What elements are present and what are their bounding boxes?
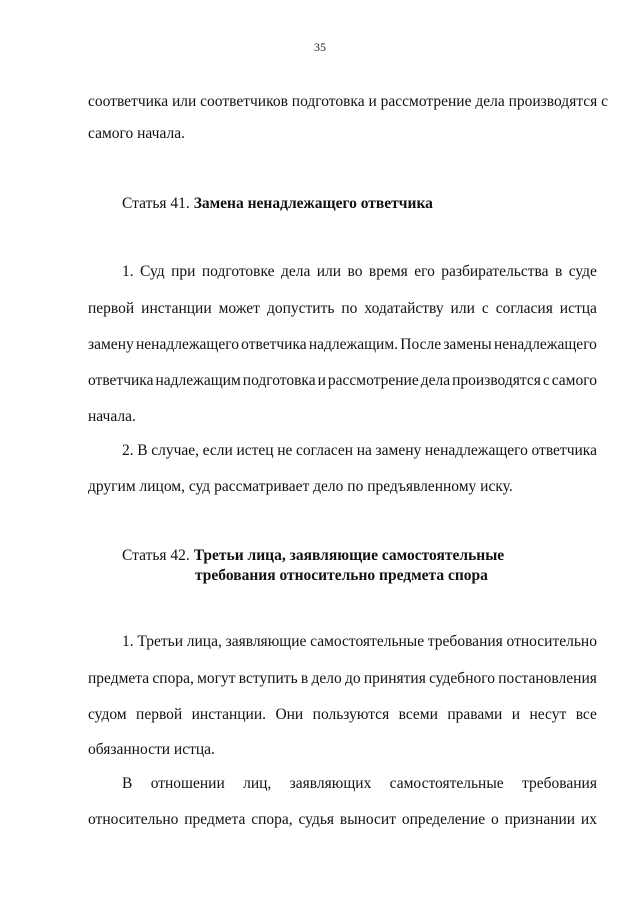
- article-42-heading: [122, 546, 597, 566]
- word: разбирательства: [441, 263, 549, 280]
- justified-line: [88, 705, 597, 725]
- word: в: [554, 263, 563, 280]
- word: требования: [427, 633, 503, 650]
- word: судом: [88, 706, 127, 723]
- word: ненадлежащего: [424, 442, 528, 459]
- word: лиц,: [243, 775, 272, 792]
- word: предмета: [184, 811, 246, 828]
- article-42-title-continuation: требования относительно предмета спора: [195, 567, 488, 584]
- word: по: [341, 300, 358, 317]
- word: отношении: [150, 775, 225, 792]
- justified-line: [88, 335, 597, 355]
- word: определение: [401, 811, 486, 828]
- justified-line: [122, 774, 597, 794]
- word: В: [122, 775, 133, 792]
- word: ненадлежащего: [493, 336, 597, 353]
- text-line: соответчика или соответчиков подготовка и рассмотрение дела производятся с: [88, 93, 609, 110]
- justified-line: [88, 669, 597, 689]
- word: предмета: [88, 670, 150, 687]
- word: замену: [88, 336, 134, 353]
- word: дела: [420, 372, 451, 389]
- word: ходатайству: [364, 300, 444, 317]
- word: вступить: [238, 670, 298, 687]
- text-line: другим лицом, суд рассматривает дело по предъявленному иску.: [88, 478, 513, 495]
- word: дела: [280, 263, 311, 280]
- word: принятия: [363, 670, 426, 687]
- justified-line: [122, 262, 597, 282]
- word: дело: [311, 670, 342, 687]
- text-line: самого начала.: [88, 125, 185, 142]
- word: В: [137, 442, 148, 459]
- justified-line: [88, 371, 597, 391]
- word: относительно: [506, 633, 597, 650]
- word: относительно: [88, 811, 179, 828]
- word: ответчика: [241, 336, 307, 353]
- word: надлежащим.: [308, 336, 399, 353]
- word: признании: [504, 811, 576, 828]
- word: заявляющих: [289, 775, 372, 792]
- text-line: начала.: [88, 408, 136, 425]
- article-41-title: Замена ненадлежащего ответчика: [193, 195, 433, 212]
- word: согласия: [495, 300, 553, 317]
- word: при: [171, 263, 196, 280]
- word: не: [277, 442, 293, 459]
- word: пользуются: [312, 706, 390, 723]
- word: может: [218, 300, 260, 317]
- word: судебного: [429, 670, 495, 687]
- word: Третьи: [137, 633, 184, 650]
- word: инстанции.: [191, 706, 267, 723]
- justified-line: [88, 299, 597, 319]
- word: После: [400, 336, 442, 353]
- word: 1.: [122, 263, 134, 280]
- word: его: [414, 263, 435, 280]
- page-number: 35: [314, 40, 326, 54]
- article-41-heading: [122, 194, 597, 214]
- word: случае,: [151, 442, 200, 459]
- word: их: [580, 811, 597, 828]
- word: замены: [443, 336, 492, 353]
- word: и: [511, 706, 521, 723]
- word: если: [202, 442, 233, 459]
- word: рассмотрение: [327, 372, 419, 389]
- justified-line: [88, 810, 597, 830]
- word: правами: [447, 706, 503, 723]
- word: ненадлежащего: [135, 336, 239, 353]
- word: до: [344, 670, 361, 687]
- word: и: [317, 372, 326, 389]
- word: 2.: [122, 442, 134, 459]
- word: спора,: [251, 811, 293, 828]
- word: 1.: [122, 633, 134, 650]
- word: Суд: [140, 263, 165, 280]
- word: истец: [236, 442, 274, 459]
- word: замену: [375, 442, 422, 459]
- article-42-number: Статья 42.: [122, 547, 194, 564]
- word: с: [481, 300, 489, 317]
- article-41-number: Статья 41.: [122, 195, 194, 212]
- word: несут: [529, 706, 567, 723]
- word: постановления: [498, 670, 597, 687]
- word: Они: [275, 706, 304, 723]
- word: ответчика: [88, 372, 154, 389]
- word: первой: [88, 300, 135, 317]
- word: первой: [136, 706, 183, 723]
- word: время: [368, 263, 408, 280]
- word: требования: [522, 775, 597, 792]
- word: спора,: [152, 670, 194, 687]
- word: в: [300, 670, 309, 687]
- word: или: [316, 263, 342, 280]
- text-line: обязанности истца.: [88, 741, 215, 758]
- word: самостоятельные: [310, 633, 425, 650]
- word: заявляющие: [225, 633, 307, 650]
- word: о: [490, 811, 499, 828]
- word: истца: [559, 300, 597, 317]
- word: надлежащим: [155, 372, 241, 389]
- word: во: [347, 263, 363, 280]
- word: с: [542, 372, 550, 389]
- word: самостоятельные: [389, 775, 504, 792]
- word: согласен: [296, 442, 354, 459]
- word: инстанции: [141, 300, 212, 317]
- word: всеми: [398, 706, 438, 723]
- word: или: [450, 300, 475, 317]
- justified-line: [122, 441, 597, 461]
- word: судья: [298, 811, 335, 828]
- word: самого: [551, 372, 597, 389]
- word: суде: [568, 263, 597, 280]
- article-42-title: Третьи лица, заявляющие самостоятельные: [193, 547, 505, 564]
- word: подготовке: [201, 263, 275, 280]
- word: допустить: [266, 300, 335, 317]
- word: все: [575, 706, 597, 723]
- word: на: [356, 442, 372, 459]
- word: выносит: [339, 811, 396, 828]
- justified-line: [122, 632, 597, 652]
- word: могут: [197, 670, 236, 687]
- word: лица,: [186, 633, 222, 650]
- word: производятся: [452, 372, 541, 389]
- word: ответчика: [531, 442, 597, 459]
- word: подготовка: [242, 372, 316, 389]
